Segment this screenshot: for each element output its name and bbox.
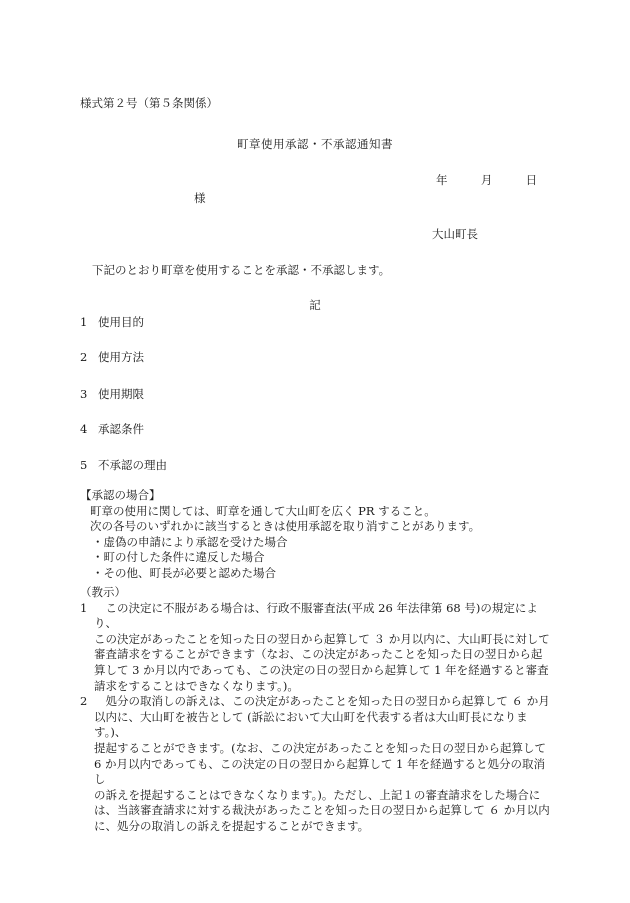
item-period — [80, 386, 144, 402]
approval-heading: 【承認の場合】 — [80, 488, 161, 502]
item-number: 3 — [80, 387, 88, 401]
notice-item-appeal — [80, 601, 550, 695]
notice-line: この決定に不服がある場合は、行政不服審査法(平成 26 年法律第 68 号)の規定により、 — [94, 600, 538, 631]
document-title: 町章使用承認・不承認通知書 — [237, 137, 393, 151]
notice-line: の訴えを提起することはできなくなります。)。ただし、上記１の審査請求をした場合に — [94, 787, 541, 802]
approval-bullet: ・虚偽の申請により承認を受けた場合 — [92, 534, 288, 549]
addressee-suffix: 様 — [194, 191, 206, 205]
notice-line: 提起することができます。(なお、この決定があったことを知った日の翌日から起算して — [94, 740, 546, 755]
item-label: 不承認の理由 — [98, 458, 167, 472]
notice-line: 請求をすることはできなくなります。)。 — [94, 678, 299, 693]
item-number: 2 — [80, 350, 88, 364]
item-number: 4 — [80, 422, 88, 436]
notice-heading: （教示） — [80, 585, 126, 599]
approval-line: 町章の使用に関しては、町章を通して大山町を広く PR すること。 — [90, 503, 436, 518]
item-purpose — [80, 314, 144, 330]
ki-heading: 記 — [309, 298, 321, 312]
item-label: 使用目的 — [98, 315, 144, 329]
lead-text: 下記のとおり町章を使用することを承認・不承認します。 — [92, 263, 391, 277]
notice-item-number: 1 — [80, 600, 88, 615]
notice-line: 処分の取消しの訴えは、この決定があったことを知った日の翌日から起算して ６ か月 — [94, 694, 550, 709]
item-conditions — [80, 421, 144, 437]
date-month: 月 — [480, 173, 493, 187]
item-number: 5 — [80, 458, 88, 472]
notice-line: 審査請求をすることができます（なお、この決定があったことを知った日の翌日から起 — [94, 647, 543, 662]
item-rejection-reason — [80, 457, 167, 473]
notice-section — [80, 585, 550, 835]
item-method — [80, 349, 144, 365]
notice-item-lawsuit — [80, 694, 550, 834]
approval-bullet: ・町の付した条件に違反した場合 — [92, 550, 265, 565]
notice-line: 以内に、大山町を被告として (訴訟において大山町を代表する者は大山町長になります。)、 — [94, 709, 528, 740]
notice-item-number: 2 — [80, 694, 88, 709]
item-label: 使用方法 — [98, 350, 144, 364]
approval-bullet: ・その他、町長が必要と認めた場合 — [92, 565, 276, 580]
notice-line: は、当該審査請求に対する裁決があったことを知った日の翌日から起算して ６ か月以内 — [94, 803, 550, 818]
approval-line: 次の各号のいずれかに該当するときは使用承認を取り消すことがあります。 — [90, 519, 481, 534]
item-number: 1 — [80, 315, 88, 329]
issuer-name: 大山町長 — [432, 227, 478, 241]
item-label: 承認条件 — [98, 422, 144, 436]
date-day: 日 — [525, 173, 538, 187]
notice-line: 算して 3 か月以内であっても、この決定の日の翌日から起算して 1 年を経過すると審査 — [94, 662, 549, 677]
notice-line: に、処分の取消しの訴えを提起することができます。 — [94, 818, 370, 833]
notice-line: 6 か月以内であっても、この決定の日の翌日から起算して 1 年を経過すると処分の取消し — [94, 756, 545, 787]
form-number-label: 様式第２号（第５条関係） — [80, 96, 218, 110]
date-field — [436, 172, 537, 188]
notice-line: この決定があったことを知った日の翌日から起算して ３ か月以内に、大山町長に対して — [94, 631, 550, 646]
approval-section — [80, 488, 550, 582]
item-label: 使用期限 — [98, 387, 144, 401]
date-year: 年 — [436, 173, 448, 187]
